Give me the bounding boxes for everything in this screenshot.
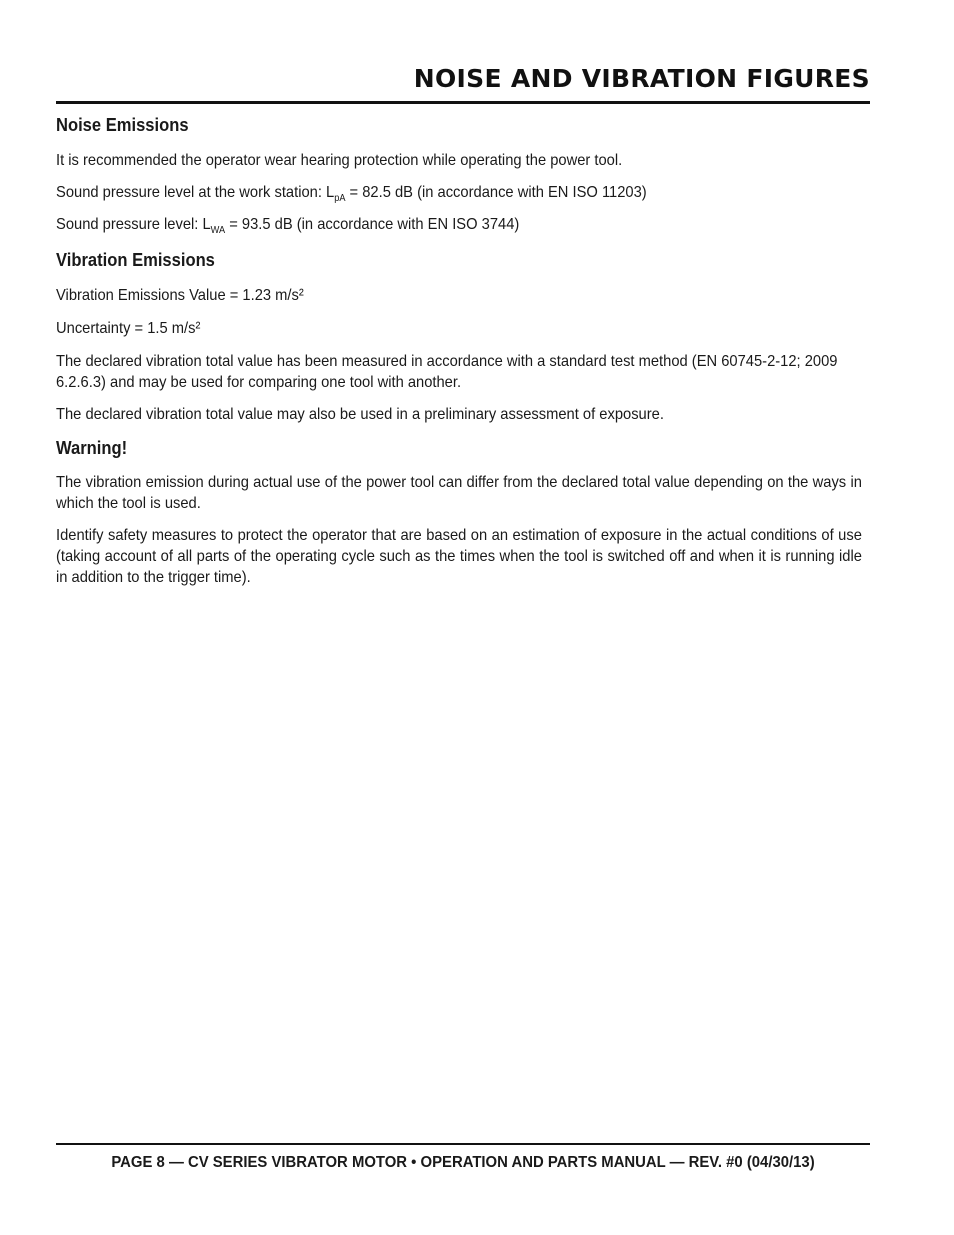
spl-subscript: WA (210, 225, 226, 236)
footer-divider (56, 1143, 870, 1145)
spl-work-prefix: Sound pressure level at the work station: L (56, 184, 335, 201)
vibration-emissions-heading: Vibration Emissions (56, 250, 215, 270)
preliminary-assessment-text: The declared vibration total value may also be used in a preliminary assessment of exposure. (56, 406, 664, 423)
spl-work-suffix: = 82.5 dB (in accordance with EN ISO 11203) (345, 184, 647, 201)
warning-text-1: The vibration emission during actual use of the power tool can differ from the declared total value depending on the ways in which the tool is used. (56, 474, 862, 512)
noise-emissions-heading: Noise Emissions (56, 115, 189, 135)
main-content (56, 114, 862, 599)
vibration-value-text: Vibration Emissions Value = 1.23 m/s² (56, 287, 304, 304)
spl-suffix: = 93.5 dB (in accordance with EN ISO 3744) (225, 216, 520, 233)
sound-pressure-level (56, 214, 862, 235)
sound-pressure-work-station (56, 182, 862, 203)
spl-prefix: Sound pressure level: L (56, 216, 211, 233)
title-divider (56, 101, 870, 104)
spl-work-subscript: pA (334, 193, 346, 204)
page-footer: PAGE 8 — CV SERIES VIBRATOR MOTOR • OPERATION AND PARTS MANUAL — REV. #0 (04/30/13) (111, 1154, 815, 1171)
warning-heading: Warning! (56, 438, 128, 458)
declared-measurement-text: The declared vibration total value has been measured in accordance with a standard test method (EN 60745-2-12; 2009 6.2.6.3) and may be used for comparing one tool with another. (56, 353, 838, 391)
page-title: NOISE AND VIBRATION FIGURES (413, 64, 870, 93)
uncertainty-text: Uncertainty = 1.5 m/s² (56, 320, 201, 337)
warning-text-2: Identify safety measures to protect the operator that are based on an estimation of exposure in the actual conditions of use (taking account of all parts of the operating cycle such as the times when the tool is switched off and when it is running idle in addition to the trigger time). (56, 527, 862, 586)
hearing-protection-text: It is recommended the operator wear hearing protection while operating the power tool. (56, 152, 623, 169)
